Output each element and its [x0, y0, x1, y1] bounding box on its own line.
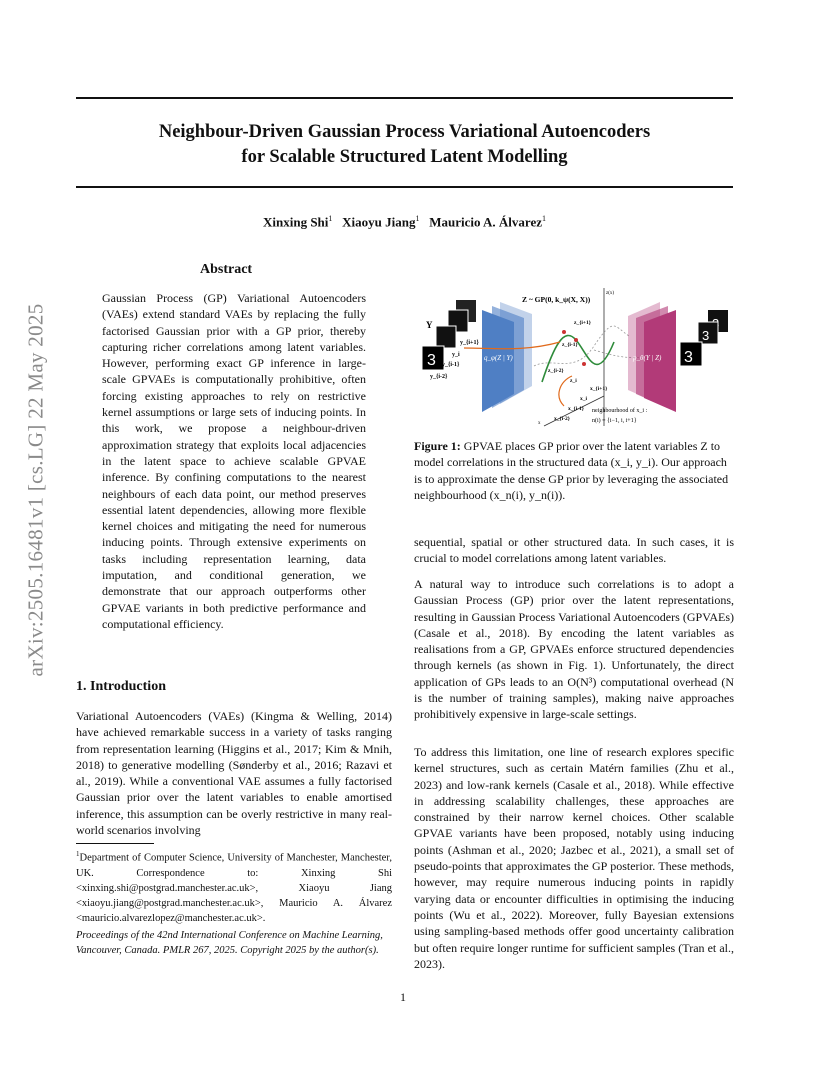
- footnote-text: Department of Computer Science, University of Manchester, Manchester, UK. Correspondence to: Xinxing Shi <xinxing.shi@postgrad.manchester.ac.uk>, Xiaoyu Jiang <xiaoyu.jiang@postgrad.manchester.ac.uk>, Mauricio A. Álvarez <mauricio.alvarezlopez@manchester.ac.uk>.: [76, 852, 392, 924]
- title-line-2: for Scalable Structured Latent Modelling: [241, 147, 568, 167]
- figure-1: [414, 286, 734, 436]
- input-digit: 3: [427, 352, 436, 369]
- y-item: y_i: [452, 352, 460, 358]
- proceedings-note: [76, 928, 392, 958]
- proceedings-text: Proceedings of the 42nd International Conference on Machine Learning, Vancouver, Canada. PMLR 267, 2025. Copyright 2025 by the author(s).: [76, 930, 383, 956]
- x-item: x_i: [580, 396, 588, 402]
- gp-mean-curve: [534, 326, 629, 366]
- x-item: x_{i+1}: [590, 386, 608, 392]
- abstract-heading: Abstract: [200, 262, 253, 277]
- latent-point: [562, 330, 566, 334]
- decoder-block: [628, 302, 676, 412]
- x-item: x_{i-2}: [554, 416, 570, 422]
- neighbourhood-line-2: n(i) = {i−1, i, i+1}: [592, 418, 637, 424]
- right-paragraph-1: sequential, spatial or other structured data. In such cases, it is crucial to model correlations among latent variables.: [414, 535, 734, 566]
- y-label: Y: [426, 320, 433, 330]
- z-item: z_i: [570, 378, 577, 384]
- output-digit: 3: [702, 328, 710, 343]
- top-rule-1: [76, 97, 733, 99]
- author-name: Xinxing Shi: [263, 214, 329, 230]
- x-axis-label: x: [538, 421, 541, 426]
- input-image-stack: [422, 300, 476, 370]
- output-image-stack: [680, 310, 728, 366]
- arxiv-stamp-text: arXiv:2505.16481v1 [cs.LG] 22 May 2025: [23, 303, 48, 677]
- paper-title: [76, 120, 733, 170]
- footnote: [76, 847, 392, 926]
- output-digit: 3: [684, 349, 693, 366]
- section-heading: 1. Introduction: [76, 679, 166, 694]
- input-image: [436, 326, 456, 348]
- author-name: Xiaoyu Jiang: [342, 214, 416, 230]
- encoder-label: q_φ(Z | Y): [484, 354, 513, 362]
- z-axis-label: z(x): [606, 291, 615, 296]
- y-item: y_{i-1}: [442, 362, 460, 368]
- author-affiliation: 1: [542, 214, 546, 223]
- author-affiliation: 1: [415, 214, 420, 223]
- caption-text: GPVAE places GP prior over the latent variables Z to model correlations in the structured data (x_i, y_i). Our approach is to approximate the dense GP prior by leveraging the associated neighbourhood (x_n(i), y_n(i)).: [414, 439, 729, 502]
- footnote-mark: 1: [76, 850, 80, 858]
- arxiv-stamp: [16, 300, 56, 680]
- right-paragraph-3: To address this limitation, one line of research explores specific kernel structures, such as certain Matérn families (Zhu et al., 2023) and low-rank kernels (Casale et al., 2018). While effective in addressing scalability challenges, these approaches are constrained by their narrow kernel choices. Other scalable GPVAE variants have been proposed, notably using inducing points (Ashman et al., 2020; Jazbec et al., 2021), a small set of pseudo-points that approximates the GP posterior. These methods, however, may require numerous inducing points in rapidly varying data or encounter difficulties in optimising the inducing points (Wu et al., 2022). Moreover, fully Bayesian extensions using sampling-based methods offer good uncertainty calibration but often require longer runtime for sufficient samples (Tran et al., 2023).: [414, 745, 734, 971]
- page-number: 1: [400, 990, 406, 1004]
- y-item: y_{i-2}: [430, 374, 448, 380]
- caption-label: Figure 1:: [414, 439, 461, 453]
- author-name: Mauricio A. Álvarez: [429, 214, 542, 230]
- z-item: z_{i-2}: [548, 368, 564, 374]
- z-item: z_{i-1}: [562, 342, 578, 348]
- decoder-label: p_θ(Y | Z): [633, 354, 662, 362]
- y-item: y_{i+1}: [460, 340, 479, 346]
- x-item: x_{i-1}: [568, 406, 584, 412]
- figure-caption: [414, 438, 734, 503]
- gp-sample-curve: [542, 336, 614, 382]
- author-list: [76, 214, 733, 230]
- abstract-text: Gaussian Process (GP) Variational Autoencoders (VAEs) extend standard VAEs by replacing the fully factorised Gaussian prior with a GP prior, thereby capturing richer correlations among latent variables. However, performing exact GP inference in large-scale GPVAEs is computationally prohibitive, often forcing existing approaches to rely on restrictive kernel assumptions or large sets of inducing points. In this work, we propose a neighbour-driven approximation strategy that exploits local adjacencies in the latent space to achieve scalable GPVAE inference. By confining computations to the nearest neighbours of each data point, our method preserves essential latent dependencies, allowing more flexible kernel choices and mitigating the need for numerous inducing points. Through extensive experiments on tasks including representation learning, data imputation, and conditional generation, we demonstrate that our approach outperforms other GPVAE variants in both predictive performance and computational efficiency.: [102, 291, 366, 631]
- z-item: z_{i+1}: [574, 320, 591, 326]
- encoder-block: [482, 302, 532, 412]
- author-affiliation: 1: [328, 214, 333, 223]
- top-rule-2: [76, 186, 733, 188]
- neighbourhood-line-1: neighbourhood of x_i :: [592, 408, 648, 414]
- title-line-1: Neighbour-Driven Gaussian Process Variational Autoencoders: [158, 122, 651, 142]
- latent-point: [582, 362, 586, 366]
- footnote-rule: [76, 843, 154, 844]
- right-paragraph-2: A natural way to introduce such correlations is to adopt a Gaussian Process (GP) prior over the latent representations, resulting in Gaussian Process Variational Autoencoders (GPVAEs) (Casale et al., 2018). By encoding the latent variables as realisations from a GP, GPVAEs enforce structured dependencies through kernels (as shown in Fig. 1). Unfortunately, the direct application of GPs leads to an O(N³) computational overhead (N is the number of training samples), making naive approaches prohibitively expensive in large-scale settings.: [414, 577, 734, 722]
- gp-prior-label: Z ~ GP(0, k_ψ(X, X)): [522, 295, 591, 304]
- intro-paragraph: Variational Autoencoders (VAEs) (Kingma & Welling, 2014) have achieved remarkable success in a variety of tasks ranging from representation learning (Higgins et al., 2017; Kim & Mnih, 2018) to generative modelling (Sønderby et al., 2016; Razavi et al., 2019). While a conventional VAE assumes a fully factorised Gaussian prior over the latent variables to enable amortised inference, this assumption can be overly restrictive in many real-world scenarios involving: [76, 709, 392, 838]
